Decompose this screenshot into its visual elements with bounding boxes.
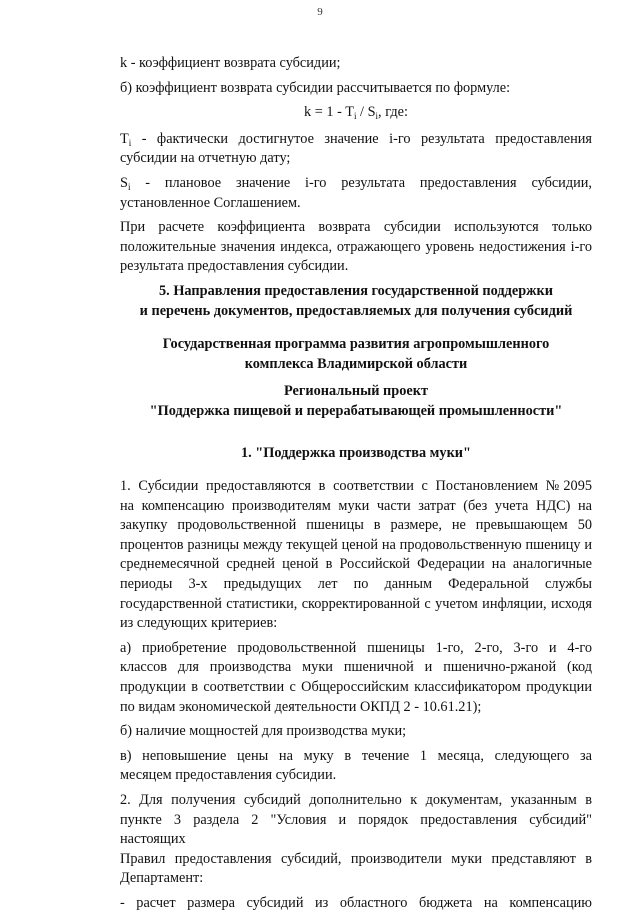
formula-sub-2: i (375, 111, 379, 122)
page-number: 9 (317, 6, 323, 18)
program-line-1: Государственная программа развития агропромышленного (162, 336, 550, 353)
document-body (120, 54, 592, 919)
program-heading (120, 335, 592, 374)
formula-part-2: / S (356, 104, 376, 121)
para1-line-1: 1. Субсидии предоставляются в соответствии с Постановлением №2095 (120, 478, 592, 495)
project-line-2: "Поддержка пищевой и перерабатывающей промышленности" (149, 402, 563, 419)
item-a-line-2: классов для производства муки пшеничной и пшенично-ржаной (код (120, 659, 592, 676)
item-a-line-3: продукции в соответствии с Общероссийским классификатором продукции (120, 679, 592, 696)
para2-line-3: Правил предоставления субсидий, производители муки представляют в (120, 850, 592, 867)
section-5-line-2: и перечень документов, предоставляемых для получения субсидий (139, 302, 573, 319)
si-text-2: установленное Соглашением. (120, 194, 301, 211)
calc-line-1: При расчете коэффициента возврата субсидии используются только (120, 219, 592, 236)
para1-line-6: периоды 3-х предыдущих лет по данным Федеральной службы (120, 576, 592, 593)
program-line-2: комплекса Владимирской области (244, 355, 468, 372)
project-line-1: Региональный проект (283, 383, 429, 400)
calc-line-3: результата предоставления субсидии. (120, 258, 349, 275)
si-text-1: - плановое значение i-го результата предоставления субсидии, (130, 174, 592, 191)
paragraph-2 (120, 791, 592, 889)
formula-intro-text: б) коэффициент возврата субсидии рассчитывается по формуле: (120, 79, 511, 96)
formula-intro (120, 79, 592, 99)
item-a (120, 639, 592, 717)
item-a-line-4: по видам экономической деятельности ОКПД 2 - 10.61.21); (120, 698, 482, 715)
para2-line-1: 2. Для получения субсидий дополнительно к документам, указанным в (120, 792, 592, 808)
ti-text-1: - фактически достигнутое значение i-го результата предоставления (131, 130, 592, 147)
paragraph-1 (120, 477, 592, 634)
ti-line-1 (120, 130, 592, 150)
para1-line-3: закупку продовольственной пшеницы в размере, не превышающем 50 (120, 517, 592, 534)
project-heading (120, 382, 592, 421)
dash-item-text: - расчет размера субсидий из областного бюджета на компенсацию (120, 894, 592, 911)
para1-line-2: на компенсацию производителям муки части затрат (без учета НДС) на (120, 497, 592, 514)
formula (120, 103, 592, 123)
para2-line-4: Департамент: (120, 870, 204, 887)
para1-line-8: из следующих критериев: (120, 615, 278, 632)
item-b-text: б) наличие мощностей для производства муки; (120, 723, 407, 740)
formula-part-3: , где: (378, 104, 408, 121)
para1-line-4: процентов разницы между текущей ценой на продовольственную пшеницу и (120, 536, 592, 553)
k-definition-text: k - коэффициент возврата субсидии; (120, 55, 341, 71)
para1-line-5: среднемесячной средней ценой в Российской Федерации на аналогичные (120, 556, 592, 573)
ti-symbol: T (120, 130, 129, 147)
ti-text-2: субсидии на отчетную дату; (120, 150, 291, 167)
formula-sub-1: i (353, 111, 357, 122)
subsection-1-heading: 1. "Поддержка производства муки" (241, 444, 471, 461)
ti-definition (120, 130, 592, 169)
para1-line-7: государственной статистики, скорректированной с учетом инфляции, исходя (120, 595, 592, 612)
calc-note (120, 218, 592, 277)
si-symbol: S (120, 174, 128, 191)
section-5-heading (120, 282, 592, 321)
item-v (120, 747, 592, 786)
calc-line-2: положительные значения индекса, отражающего уровень недостижения i-го (120, 238, 592, 255)
item-v-line-1: в) неповышение цены на муку в течение 1 месяца, следующего за (120, 747, 592, 764)
para2-line-2: пункте 3 раздела 2 "Условия и порядок предоставления субсидий" настоящих (120, 811, 592, 848)
si-subscript: i (127, 181, 131, 192)
si-definition (120, 174, 592, 213)
ti-subscript: i (128, 137, 132, 148)
dash-item (120, 894, 592, 914)
item-v-line-2: месяцем предоставления субсидии. (120, 767, 337, 784)
formula-part-1: k = 1 - T (304, 104, 354, 121)
si-line-1 (120, 174, 592, 194)
item-b (120, 722, 592, 742)
section-5-line-1: 5. Направления предоставления государственной поддержки (159, 282, 553, 299)
k-definition (120, 54, 592, 74)
item-a-line-1: а) приобретение продовольственной пшеницы 1-го, 2-го, 3-го и 4-го (120, 639, 592, 656)
